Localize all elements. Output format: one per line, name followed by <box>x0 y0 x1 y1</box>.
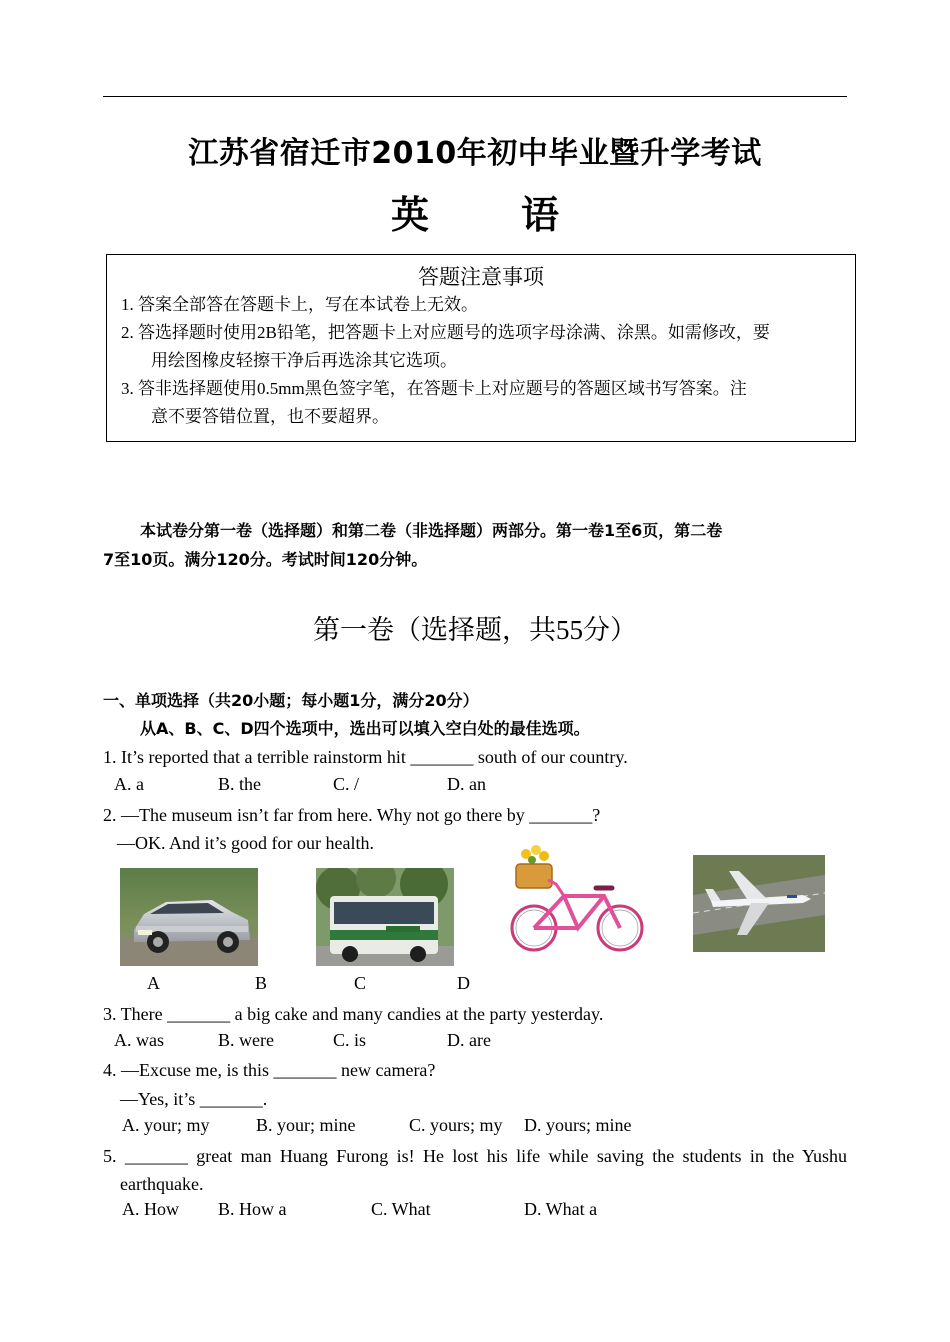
notice-item-2-line1: 2. 答选择题时使用2B铅笔，把答题卡上对应题号的选项字母涂满、涂黑。如需修改，要 <box>121 323 770 342</box>
notice-item-3 <box>121 375 845 431</box>
bus-photo-icon <box>316 868 454 966</box>
q2-image-label-b: B <box>255 973 268 993</box>
notice-box <box>106 254 856 442</box>
section1-instruction: 从A、B、C、D四个选项中，选出可以填入空白处的最佳选项。 <box>140 719 590 738</box>
q4-option-d: D. yours; mine <box>524 1115 632 1135</box>
notice-item-3-line2: 意不要答错位置，也不要超界。 <box>151 407 389 426</box>
q2-image-label-a: A <box>147 973 160 993</box>
q2-image-label-d: D <box>457 973 470 993</box>
subject-char-1: 英 <box>390 193 429 237</box>
notice-item-1 <box>121 291 845 319</box>
q3-option-c: C. is <box>333 1030 367 1050</box>
q1-option-b: B. the <box>218 774 261 794</box>
bicycle-photo-icon <box>508 844 650 958</box>
q2-stem-2: —OK. And it’s good for our health. <box>117 833 374 853</box>
exam-title: 江苏省宿迁市2010年初中毕业暨升学考试 <box>188 136 762 171</box>
q4-option-b: B. your; mine <box>256 1115 356 1135</box>
part1-title: 第一卷（选择题，共55分） <box>313 615 637 645</box>
q1-option-c: C. / <box>333 774 360 794</box>
q4-option-c: C. yours; my <box>409 1115 503 1135</box>
q4-stem-2: —Yes, it’s _______. <box>120 1089 268 1109</box>
notice-item-2 <box>121 319 845 375</box>
intro-line-1: 本试卷分第一卷（选择题）和第二卷（非选择题）两部分。第一卷1至6页，第二卷 <box>140 521 723 540</box>
car-photo-icon <box>120 868 258 966</box>
notice-item-2-line2: 用绘图橡皮轻擦干净后再选涂其它选项。 <box>151 351 457 370</box>
subject-char-2: 语 <box>521 193 560 237</box>
notice-item-3-line1: 3. 答非选择题使用0.5mm黑色签字笔，在答题卡上对应题号的答题区域书写答案。注 <box>121 379 747 398</box>
header-rule <box>103 96 847 97</box>
notice-title: 答题注意事项 <box>418 265 544 289</box>
q5-option-b: B. How a <box>218 1199 287 1219</box>
q5-option-d: D. What a <box>524 1199 598 1219</box>
q5-stem-1: 5. _______ great man Huang Furong is! He lost his life while saving the students in the Yushu <box>103 1146 847 1166</box>
q5-stem-2: earthquake. <box>120 1174 204 1194</box>
q3-option-b: B. were <box>218 1030 274 1050</box>
subject-title <box>0 184 950 239</box>
notice-item-1-line1: 1. 答案全部答在答题卡上，写在本试卷上无效。 <box>121 295 478 314</box>
q5-option-c: C. What <box>371 1199 431 1219</box>
q3-option-d: D. are <box>447 1030 491 1050</box>
q2-image-label-c: C <box>354 973 367 993</box>
q3-option-a: A. was <box>114 1030 164 1050</box>
q2-stem-1: 2. —The museum isn’t far from here. Why not go there by _______? <box>103 805 601 825</box>
q4-option-a: A. your; my <box>122 1115 210 1135</box>
airplane-photo-icon <box>693 855 825 952</box>
q1-stem: 1. It’s reported that a terrible rainstorm hit _______ south of our country. <box>103 747 628 767</box>
section1-title: 一、单项选择（共20小题；每小题1分，满分20分） <box>103 691 479 710</box>
q5-option-a: A. How <box>122 1199 179 1219</box>
q3-stem: 3. There _______ a big cake and many candies at the party yesterday. <box>103 1004 604 1024</box>
q1-option-d: D. an <box>447 774 486 794</box>
intro-line-2: 7至10页。满分120分。考试时间120分钟。 <box>103 550 428 569</box>
q1-option-a: A. a <box>114 774 144 794</box>
q4-stem-1: 4. —Excuse me, is this _______ new camera? <box>103 1060 436 1080</box>
